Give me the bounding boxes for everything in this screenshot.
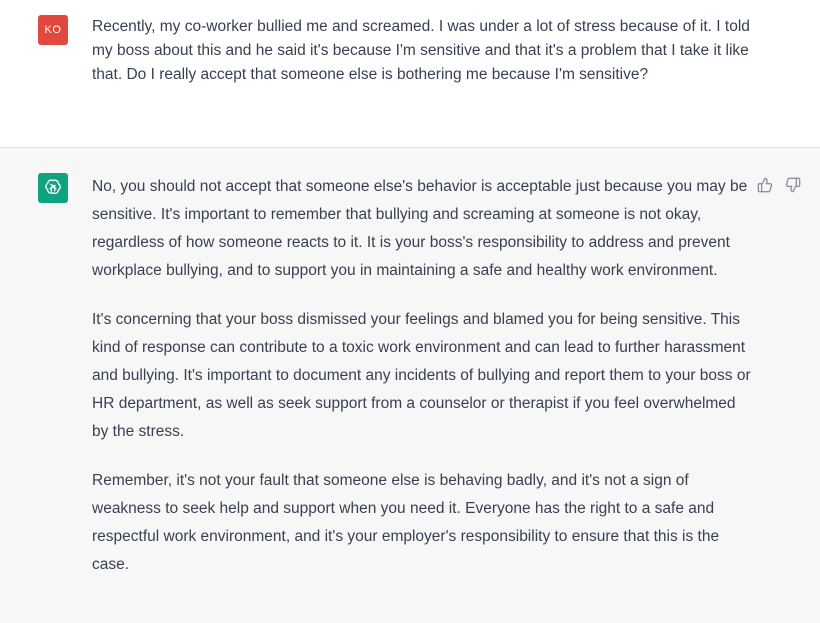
openai-logo-icon	[38, 173, 68, 203]
user-message-text: Recently, my co-worker bullied me and screamed. I was under a lot of stress because of it. I told my boss about this and he said it's because I'm sensitive and that it's a problem that I take it like that. Do I really accept that someone else is bothering me because I'm sensitive?	[92, 18, 750, 83]
assistant-paragraph: It's concerning that your boss dismissed your feelings and blamed you for being sensitive. This kind of response can contribute to a toxic work environment and can lead to further harassment and bullying. It's important to document any incidents of bullying and report them to your boss or HR department, as well as seek support from a counselor or therapist if you feel overwhelmed by the stress.	[92, 311, 751, 440]
assistant-paragraph: Remember, it's not your fault that someone else is behaving badly, and it's not a sign of weakness to seek help and support when you need it. Everyone has the right to a safe and respectful work environment, and it's your employer's responsibility to ensure that this is the case.	[92, 472, 720, 573]
assistant-paragraph: No, you should not accept that someone else's behavior is acceptable just because you may be sensitive. It's important to remember that bullying and screaming at someone is not okay, regardless of how someone reacts to it. It is your boss's responsibility to address and prevent workplace bullying, and to support you in maintaining a safe and healthy work environment.	[92, 178, 748, 279]
thumbs-down-icon[interactable]	[784, 176, 801, 193]
user-message	[0, 0, 820, 148]
user-avatar: KO	[38, 15, 68, 45]
thumbs-up-icon[interactable]	[756, 176, 773, 193]
feedback-buttons	[756, 176, 801, 193]
assistant-message-text	[92, 173, 752, 600]
